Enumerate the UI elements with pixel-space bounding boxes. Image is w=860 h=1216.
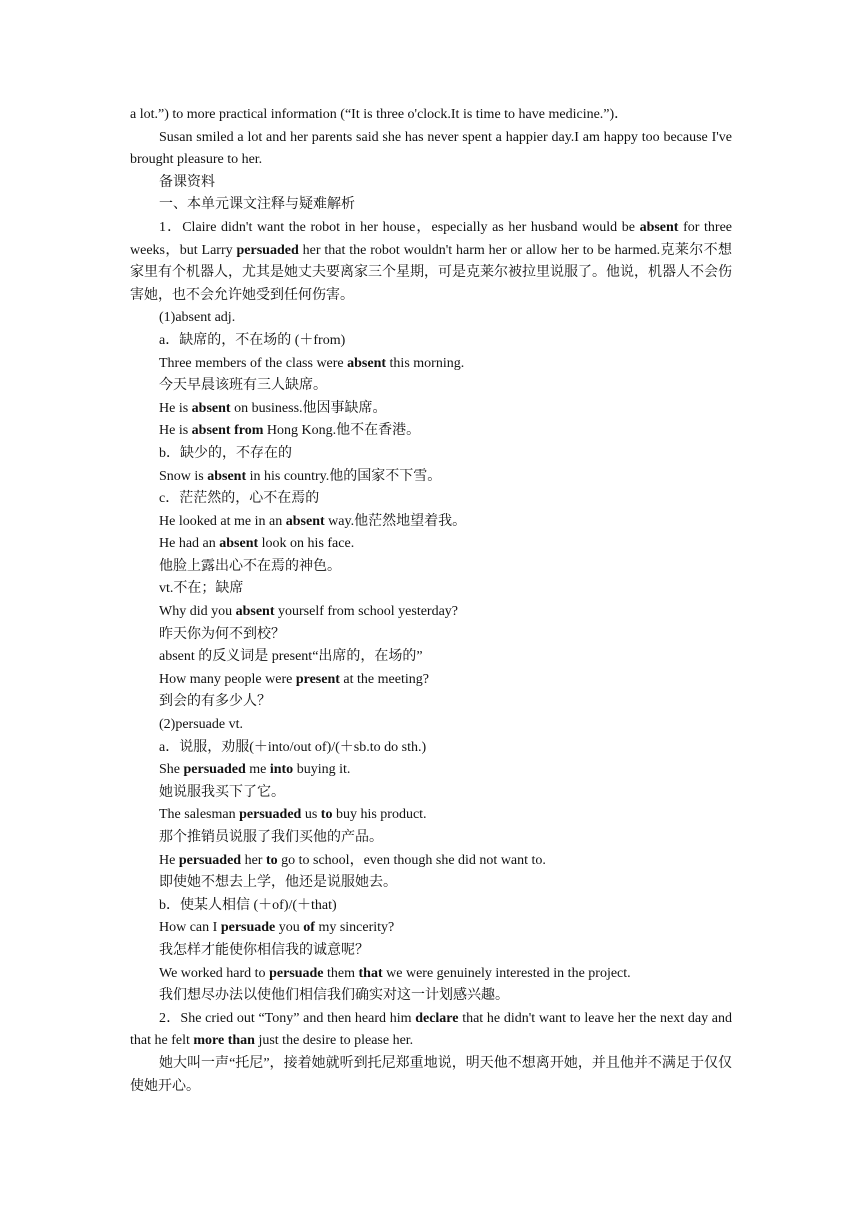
text-paragraph xyxy=(130,375,732,398)
text-run: that he didn't want to leave her the next day and that he felt xyxy=(130,1010,732,1049)
keyword-text: persuaded xyxy=(183,762,246,778)
keyword-text: persuade xyxy=(220,920,276,936)
keyword-text: persuaded xyxy=(236,242,299,258)
text-run: for three weeks，but Larry xyxy=(130,219,732,258)
text-paragraph xyxy=(130,533,732,556)
text-paragraph xyxy=(130,330,732,353)
text-run: Three members of the class were xyxy=(159,355,348,371)
text-run: her xyxy=(241,852,266,868)
text-paragraph xyxy=(130,307,732,330)
text-paragraph xyxy=(130,104,732,127)
text-paragraph xyxy=(130,398,732,421)
text-run: 我怎样才能使你相信我的诚意呢？ xyxy=(159,942,369,958)
document-page xyxy=(130,104,732,1098)
text-paragraph xyxy=(130,127,732,172)
keyword-text: more than xyxy=(193,1033,255,1049)
text-paragraph xyxy=(130,1053,732,1098)
text-paragraph xyxy=(130,827,732,850)
text-paragraph xyxy=(130,443,732,466)
text-paragraph xyxy=(130,601,732,624)
text-run: 那个推销员说服了我们买他的产品。 xyxy=(159,830,383,845)
keyword-text: absent xyxy=(639,219,679,235)
text-paragraph xyxy=(130,759,732,782)
text-run: He xyxy=(159,852,179,868)
text-run: a．缺席的，不在场的 (＋from) xyxy=(159,332,346,348)
keyword-text: absent from xyxy=(191,423,264,439)
text-paragraph xyxy=(130,217,732,307)
text-run: me xyxy=(245,762,270,778)
keyword-text: absent xyxy=(207,468,247,484)
text-run: a．说服，劝服(＋into/out of)/(＋sb.to do sth.) xyxy=(159,739,427,755)
text-run: in his country.他的国家不下雪。 xyxy=(246,468,442,484)
text-paragraph xyxy=(130,624,732,647)
text-run: 他脸上露出心不在焉的神色。 xyxy=(159,558,341,574)
text-run: just the desire to please her. xyxy=(254,1033,414,1049)
keyword-text: into xyxy=(269,762,294,778)
text-paragraph xyxy=(130,963,732,986)
text-run: 她大叫一声“托尼”，接着她就听到托尼郑重地说，明天他不想离开她，并且他并不满足于仅仅使她开心。 xyxy=(130,1055,732,1094)
text-run: Hong Kong.他不在香港。 xyxy=(263,423,421,439)
text-paragraph xyxy=(130,782,732,805)
text-run: at the meeting? xyxy=(339,671,429,687)
text-run: c．茫茫然的，心不在焉的 xyxy=(159,491,320,507)
text-run: We worked hard to xyxy=(159,965,270,981)
text-run: (2)persuade vt. xyxy=(159,717,243,733)
text-run: go to school，even though she did not want to. xyxy=(277,852,546,868)
text-run: Susan smiled a lot and her parents said she has never spent a happier day.I am happy too because I've brought pleasure to her. xyxy=(130,129,732,168)
keyword-text: declare xyxy=(415,1010,459,1026)
text-run: He looked at me in an xyxy=(159,513,286,529)
text-paragraph xyxy=(130,940,732,963)
text-run: She xyxy=(159,762,184,778)
text-run: vt.不在；缺席 xyxy=(159,581,244,597)
text-run: us xyxy=(301,807,321,823)
text-paragraph xyxy=(130,353,732,376)
text-run: 我们想尽办法以使他们相信我们确实对这一计划感兴趣。 xyxy=(159,988,509,1004)
keyword-text: absent xyxy=(347,355,387,371)
text-run: He is xyxy=(159,400,192,416)
text-run: b．使某人相信 (＋of)/(＋that) xyxy=(159,897,337,913)
text-run: 她说服我买下了它。 xyxy=(159,784,285,800)
text-run: buy his product. xyxy=(332,807,427,823)
text-paragraph xyxy=(130,511,732,534)
text-run: Snow is xyxy=(159,468,208,484)
keyword-text: present xyxy=(295,671,340,687)
text-run: this morning. xyxy=(386,355,465,371)
text-run: my sincerity? xyxy=(314,920,395,936)
text-paragraph xyxy=(130,714,732,737)
text-run: 即使她不想去上学，他还是说服她去。 xyxy=(159,875,397,891)
text-run: The salesman xyxy=(159,807,240,823)
text-paragraph xyxy=(130,872,732,895)
text-run: 1．Claire didn't want the robot in her house，especially as her husband would be xyxy=(159,219,640,235)
text-run: buying it. xyxy=(293,762,351,778)
text-run: her that the robot wouldn't harm her or allow her to be harmed.克莱尔不想家里有个机器人，尤其是她丈夫要离家三个星期，可是克莱尔被拉里说服了。他说，机器人不会伤害她，也不会允许她受到任何伤害。 xyxy=(130,242,732,303)
text-run: (1)absent adj. xyxy=(159,310,236,326)
text-paragraph xyxy=(130,895,732,918)
text-run: 一、本单元课文注释与疑难解析 xyxy=(159,197,355,213)
text-run: we were genuinely interested in the project. xyxy=(382,965,631,981)
text-paragraph xyxy=(130,646,732,669)
text-run: on business.他因事缺席。 xyxy=(230,400,387,416)
text-paragraph xyxy=(130,556,732,579)
text-paragraph xyxy=(130,669,732,692)
text-run: look on his face. xyxy=(258,536,355,552)
keyword-text: persuaded xyxy=(239,807,302,823)
text-paragraph xyxy=(130,194,732,217)
keyword-text: to xyxy=(320,807,333,823)
text-paragraph xyxy=(130,691,732,714)
text-run: 2．She cried out “Tony” and then heard him xyxy=(159,1010,416,1026)
keyword-text: persuaded xyxy=(178,852,242,868)
text-run: How can I xyxy=(159,920,221,936)
text-paragraph xyxy=(130,850,732,873)
text-paragraph xyxy=(130,737,732,760)
text-paragraph xyxy=(130,804,732,827)
text-run: He is xyxy=(159,423,192,439)
text-run: them xyxy=(323,965,359,981)
keyword-text: absent xyxy=(191,400,231,416)
text-paragraph xyxy=(130,985,732,1008)
text-run: a lot.”) to more practical information (“It is three o'clock.It is time to have medicine.”)． xyxy=(130,107,629,122)
text-run: 备课资料 xyxy=(159,174,215,190)
keyword-text: absent xyxy=(285,513,325,529)
text-paragraph xyxy=(130,488,732,511)
text-run: 今天早晨该班有三人缺席。 xyxy=(159,378,327,394)
text-run: 昨天你为何不到校？ xyxy=(159,626,285,642)
text-run: yourself from school yesterday? xyxy=(274,604,459,620)
keyword-text: absent xyxy=(219,536,259,552)
keyword-text: absent xyxy=(235,604,275,620)
keyword-text: to xyxy=(265,852,278,868)
text-paragraph xyxy=(130,172,732,195)
keyword-text: that xyxy=(358,965,383,981)
text-run: b．缺少的，不存在的 xyxy=(159,445,292,461)
text-run: you xyxy=(275,920,304,936)
text-paragraph xyxy=(130,466,732,489)
text-paragraph xyxy=(130,420,732,443)
text-paragraph xyxy=(130,1008,732,1053)
text-paragraph xyxy=(130,578,732,601)
text-run: way.他茫然地望着我。 xyxy=(324,513,467,529)
text-run: He had an xyxy=(159,536,220,552)
keyword-text: of xyxy=(303,920,315,936)
text-run: absent 的反义词是 present“出席的，在场的” xyxy=(159,649,423,665)
text-run: How many people were xyxy=(159,671,296,687)
text-paragraph xyxy=(130,917,732,940)
text-run: Why did you xyxy=(159,604,236,620)
keyword-text: persuade xyxy=(269,965,324,981)
text-run: 到会的有多少人？ xyxy=(159,694,271,710)
